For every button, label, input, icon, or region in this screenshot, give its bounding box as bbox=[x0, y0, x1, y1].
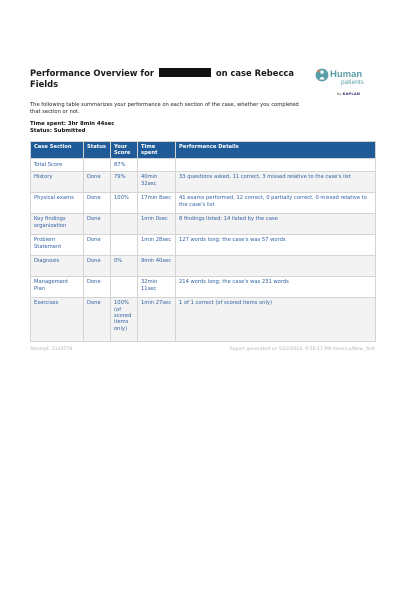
header-performance-details: Performance Details bbox=[176, 142, 376, 159]
table-row bbox=[31, 213, 376, 234]
cell-score bbox=[111, 213, 138, 234]
cell-section: Problem Statement bbox=[31, 234, 84, 255]
cell-time: 1min 28sec bbox=[138, 234, 176, 255]
cell-score: 79% bbox=[111, 171, 138, 192]
cell-details bbox=[176, 255, 376, 276]
cell-time: 17min 8sec bbox=[138, 192, 176, 213]
cell-status bbox=[84, 159, 111, 171]
report-header bbox=[30, 68, 375, 102]
header-time-spent: Time spent bbox=[138, 142, 176, 159]
cell-status: Done bbox=[84, 276, 111, 297]
performance-table bbox=[30, 141, 376, 341]
cell-status: Done bbox=[84, 192, 111, 213]
cell-section: Physical exams bbox=[31, 192, 84, 213]
cell-details bbox=[176, 159, 376, 171]
table-row bbox=[31, 234, 376, 255]
cell-details: 8 findings listed; 14 listed by the case bbox=[176, 213, 376, 234]
intro-text: The following table summarizes your performance on each section of the case, whether you completed that section or not. bbox=[30, 102, 299, 115]
header-your-score: Your Score bbox=[111, 142, 138, 159]
human-patients-logo bbox=[315, 68, 375, 108]
cell-details: 1 of 1 correct (of scored items only) bbox=[176, 297, 376, 341]
table-row bbox=[31, 171, 376, 192]
report-page bbox=[30, 68, 375, 342]
kaplan-wordmark: KAPLAN bbox=[342, 92, 361, 96]
cell-time: 32min 11sec bbox=[138, 276, 176, 297]
logo-byline bbox=[337, 92, 360, 96]
table-row bbox=[31, 159, 376, 171]
title-suffix: on case Rebecca Fields bbox=[30, 68, 295, 89]
cell-score: 0% bbox=[111, 255, 138, 276]
cell-section: History bbox=[31, 171, 84, 192]
report-generated: Report generated on 5/22/2024, 9:50:17 PM America/New_York bbox=[229, 347, 375, 352]
logo-tagline: patients bbox=[341, 79, 364, 86]
cell-status: Done bbox=[84, 234, 111, 255]
header-case-section: Case Section bbox=[31, 142, 84, 159]
logo-by: by bbox=[337, 92, 342, 96]
time-spent: Time spent: 3hr 8min 44sec bbox=[30, 121, 115, 127]
table-header-row bbox=[31, 142, 376, 159]
cell-section: Key findings organization bbox=[31, 213, 84, 234]
cell-score: 100% (of scored items only) bbox=[111, 297, 138, 341]
cell-details: 33 questions asked, 11 correct, 3 missed relative to the case's list bbox=[176, 171, 376, 192]
submission-status: Status: Submitted bbox=[30, 127, 86, 134]
table-row bbox=[31, 192, 376, 213]
cell-details: 214 words long; the case's was 231 words bbox=[176, 276, 376, 297]
cell-score: 100% bbox=[111, 192, 138, 213]
table-row bbox=[31, 297, 376, 341]
cell-section: Diagnosis bbox=[31, 255, 84, 276]
report-title bbox=[30, 68, 300, 90]
cell-time: 9min 40sec bbox=[138, 255, 176, 276]
cell-status: Done bbox=[84, 255, 111, 276]
cell-details: 127 words long; the case's was 57 words bbox=[176, 234, 376, 255]
cell-time bbox=[138, 159, 176, 171]
cell-time: 40min 32sec bbox=[138, 171, 176, 192]
cell-status: Done bbox=[84, 213, 111, 234]
logo-brand: Human bbox=[330, 69, 363, 80]
cell-status: Done bbox=[84, 171, 111, 192]
summary-meta bbox=[30, 121, 375, 134]
table-row bbox=[31, 276, 376, 297]
human-figure-icon bbox=[315, 68, 329, 82]
attempt-id: Attempt: 3144778 bbox=[30, 347, 73, 352]
redacted-name bbox=[159, 68, 211, 77]
cell-section: Total Score bbox=[31, 159, 84, 171]
cell-score bbox=[111, 276, 138, 297]
cell-score: 87% bbox=[111, 159, 138, 171]
header-status: Status bbox=[84, 142, 111, 159]
cell-section: Management Plan bbox=[31, 276, 84, 297]
cell-time: 1min 27sec bbox=[138, 297, 176, 341]
table-row bbox=[31, 255, 376, 276]
cell-status: Done bbox=[84, 297, 111, 341]
title-prefix: Performance Overview for bbox=[30, 68, 154, 78]
cell-section: Exercises bbox=[31, 297, 84, 341]
cell-details: 41 exams performed, 12 correct, 0 partially correct, 0 missed relative to the case's list bbox=[176, 192, 376, 213]
cell-score bbox=[111, 234, 138, 255]
cell-time: 1min 0sec bbox=[138, 213, 176, 234]
